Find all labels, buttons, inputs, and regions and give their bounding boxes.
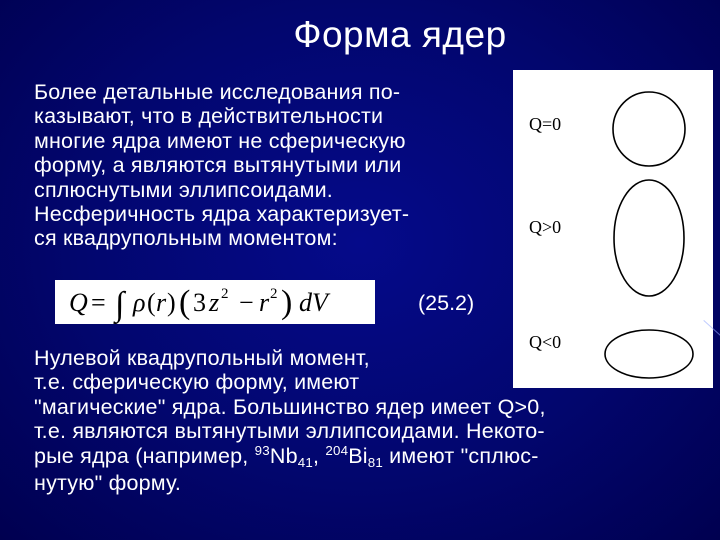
text-fragment: имеют "сплюс- bbox=[383, 443, 539, 468]
formula-rho: ρ bbox=[133, 288, 146, 317]
text-fragment: , bbox=[313, 443, 326, 468]
label-spherical: Q=0 bbox=[529, 114, 562, 134]
text-line: сплюснутыми эллипсоидами. bbox=[34, 177, 333, 202]
slide-title: Форма ядер bbox=[293, 14, 507, 55]
formula-integral: ∫ bbox=[115, 286, 125, 323]
text-line: Более детальные исследования по- bbox=[34, 80, 401, 104]
label-prolate: Q>0 bbox=[529, 217, 562, 237]
text-line: Нулевой квадрупольный момент, bbox=[34, 346, 370, 370]
text-line: Несферичность ядра характеризует- bbox=[34, 202, 410, 227]
niobium-symbol: Nb bbox=[269, 443, 298, 468]
text-fragment: рые ядра (например, bbox=[34, 443, 255, 468]
bismuth-mass-number: 204 bbox=[325, 442, 349, 458]
formula-q: Q bbox=[69, 288, 88, 317]
text-line-nuclei-examples bbox=[34, 444, 714, 471]
text-line: многие ядра имеют не сферическую bbox=[34, 128, 406, 153]
formula-exponent: 2 bbox=[270, 286, 278, 302]
quadrupole-formula bbox=[55, 280, 375, 324]
formula-r: r bbox=[156, 288, 167, 317]
formula-paren: ) bbox=[167, 288, 176, 317]
text-line: "магические" ядра. Большинство ядер имеет Q>0, bbox=[34, 394, 546, 419]
formula-equals: = bbox=[91, 288, 106, 317]
text-line: т.е. сферическую форму, имеют bbox=[34, 370, 360, 395]
formula-z: z bbox=[209, 288, 220, 317]
text-line: форму, а являются вытянутыми или bbox=[34, 153, 402, 178]
text-line: ся квадрупольным моментом: bbox=[34, 226, 338, 251]
formula-coef: 3 bbox=[193, 288, 206, 317]
nucleus-shapes-figure bbox=[513, 70, 713, 388]
formula-minus: − bbox=[239, 288, 254, 317]
formula-dv: dV bbox=[299, 288, 328, 317]
formula-paren: ( bbox=[179, 284, 191, 321]
niobium-atomic-number: 41 bbox=[297, 455, 314, 471]
formula-exponent: 2 bbox=[221, 286, 229, 302]
text-line: казывают, что в действительности bbox=[34, 104, 384, 129]
formula-r2: r bbox=[259, 288, 270, 317]
formula-paren: ) bbox=[281, 284, 293, 321]
formula-paren: ( bbox=[147, 288, 156, 317]
bismuth-atomic-number: 81 bbox=[367, 455, 383, 471]
text-line: нутую" форму. bbox=[34, 471, 181, 496]
conclusion-paragraph bbox=[34, 346, 714, 495]
label-oblate: Q<0 bbox=[529, 332, 562, 352]
spherical-nucleus-shape bbox=[613, 92, 685, 166]
niobium-mass-number: 93 bbox=[254, 442, 270, 458]
equation-number: (25.2) bbox=[418, 291, 475, 315]
prolate-nucleus-shape bbox=[614, 180, 684, 296]
bismuth-symbol: Bi bbox=[348, 443, 368, 468]
intro-paragraph bbox=[34, 80, 514, 251]
text-line: т.е. являются вытянутыми эллипсоидами. Некото- bbox=[34, 419, 545, 444]
